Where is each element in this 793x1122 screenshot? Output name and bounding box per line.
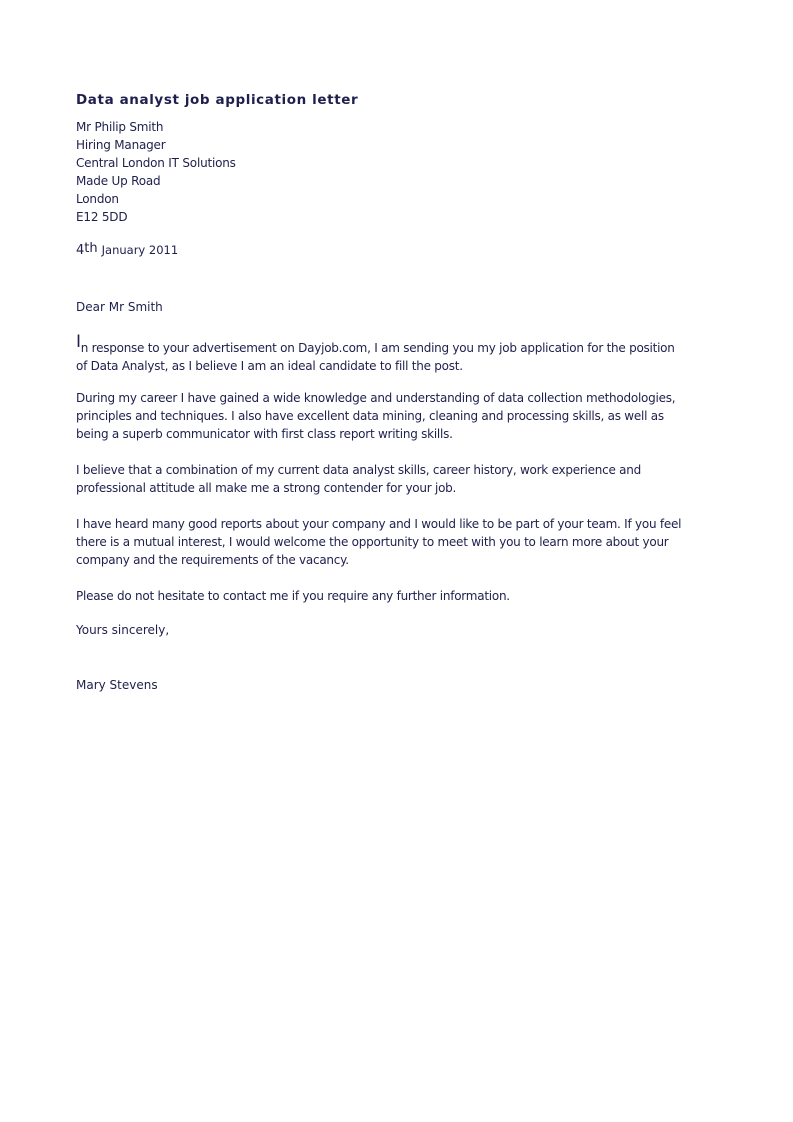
dropcap: I [76, 332, 81, 352]
recipient-postcode: E12 5DD [76, 210, 128, 224]
letter-title: Data analyst job application letter [76, 92, 359, 108]
paragraph-company [76, 515, 726, 569]
paragraph-line: there is a mutual interest, I would welcome the opportunity to meet with you to learn more about your [76, 535, 669, 549]
paragraph-intro [76, 332, 726, 375]
paragraph-line: company and the requirements of the vacancy. [76, 553, 349, 567]
date-day: 4 [76, 243, 85, 258]
paragraph-intro-line: n response to your advertisement on Dayjob.com, I am sending you my job application for the position [80, 341, 675, 355]
paragraph-line: principles and techniques. I also have excellent data mining, cleaning and processing skills, as well as [76, 409, 664, 423]
paragraph-line: I believe that a combination of my current data analyst skills, career history, work experience and [76, 463, 641, 477]
recipient-address [76, 118, 236, 226]
closing: Yours sincerely, [76, 623, 170, 637]
paragraph-intro-line: of Data Analyst, as I believe I am an ideal candidate to fill the post. [76, 359, 463, 373]
letter-date [76, 243, 178, 258]
recipient-street: Made Up Road [76, 174, 161, 188]
recipient-name: Mr Philip Smith [76, 120, 164, 134]
signature-name: Mary Stevens [76, 678, 158, 692]
paragraph-line: being a superb communicator with first class report writing skills. [76, 427, 453, 441]
recipient-city: London [76, 192, 119, 206]
date-suffix: th [84, 241, 98, 256]
paragraph-line: During my career I have gained a wide knowledge and understanding of data collection methodologies, [76, 391, 676, 405]
date-month-year: January 2011 [101, 243, 179, 257]
salutation: Dear Mr Smith [76, 300, 163, 314]
recipient-company: Central London IT Solutions [76, 156, 236, 170]
paragraph-line: I have heard many good reports about your company and I would like to be part of your team. If you feel [76, 517, 682, 531]
paragraph-experience [76, 389, 726, 443]
paragraph-line: professional attitude all make me a strong contender for your job. [76, 481, 457, 495]
recipient-role: Hiring Manager [76, 138, 166, 152]
paragraph-contact: Please do not hesitate to contact me if you require any further information. [76, 589, 510, 603]
paragraph-skills [76, 461, 726, 497]
